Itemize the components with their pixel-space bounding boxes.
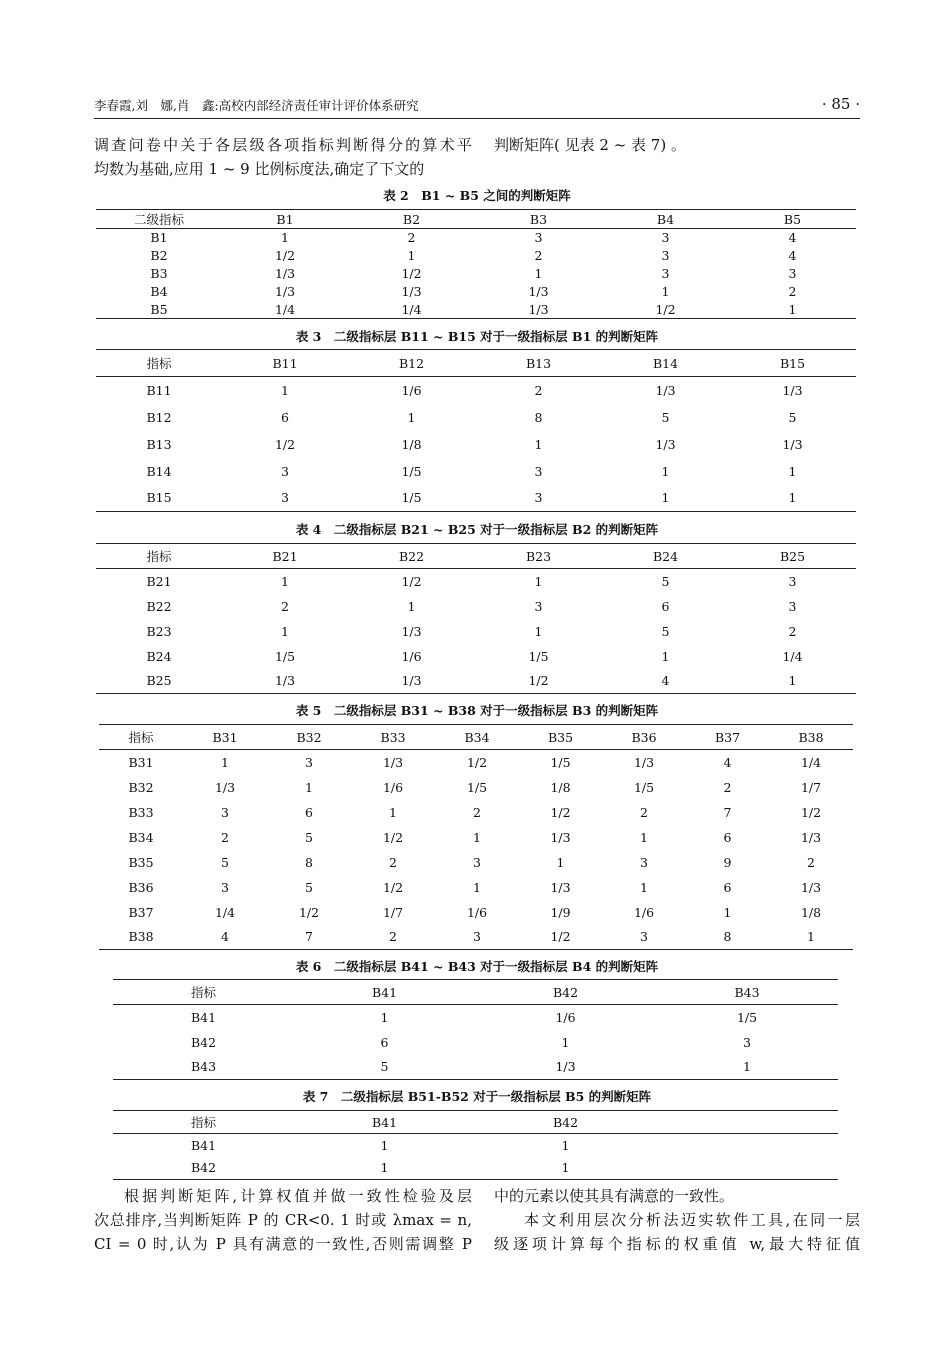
- column-header: 指标: [146, 356, 172, 371]
- table-cell: 1: [807, 929, 815, 945]
- table-header-row: [96, 350, 856, 377]
- table-cell: 1/2: [800, 804, 822, 820]
- table-cell: 3: [640, 929, 648, 945]
- table-cell: 3: [221, 879, 229, 895]
- table-cell: 1/2: [655, 301, 676, 317]
- column-header: B4: [656, 211, 675, 227]
- table-row: [99, 775, 853, 800]
- table-cell: 8: [723, 929, 732, 945]
- table-7: [113, 1110, 838, 1180]
- table-cell: 1: [661, 648, 670, 664]
- table-cell: 2: [723, 779, 732, 795]
- table-2-caption: 表 2 B1 ~ B5 之间的判断矩阵: [383, 188, 571, 203]
- table-cell: 1: [661, 284, 670, 299]
- table-cell: 1/6: [401, 648, 422, 664]
- table-row: [96, 569, 856, 594]
- table-cell: B5: [150, 301, 168, 317]
- table-cell: 1/7: [800, 779, 822, 795]
- table-cell: 1/9: [550, 904, 571, 920]
- table-cell: 1/2: [466, 754, 488, 770]
- table-cell: [656, 1134, 838, 1157]
- table-cell: 1/3: [528, 284, 549, 299]
- column-header: [656, 1111, 838, 1134]
- table-cell: 1: [561, 1160, 570, 1176]
- table-row: [96, 229, 856, 247]
- bottom-left-column: [94, 1184, 472, 1256]
- table-cell: 1/5: [550, 754, 571, 770]
- table-cell: 6: [661, 598, 670, 614]
- table-cell: 8: [305, 854, 313, 870]
- table-cell: 5: [305, 879, 313, 895]
- column-header: 指标: [190, 985, 216, 1000]
- table-row: [96, 301, 856, 319]
- table-cell: B13: [146, 436, 172, 452]
- table-cell: B37: [128, 904, 154, 920]
- table-cell: 4: [221, 929, 229, 945]
- table-cell: 1: [788, 301, 797, 317]
- table-row: [96, 377, 856, 404]
- table-cell: 1/3: [401, 673, 422, 689]
- table-cell: 2: [788, 284, 797, 299]
- header-rule: [94, 118, 860, 119]
- table-header-row: [99, 725, 853, 750]
- column-header: 指标: [146, 549, 172, 564]
- table-cell: B1: [150, 230, 168, 246]
- bottom-right-line: 中的元素以使其具有满意的一致性。: [494, 1187, 735, 1205]
- table-cell: 3: [788, 598, 797, 614]
- table-cell: 4: [661, 673, 670, 689]
- table-cell: 1/3: [800, 879, 822, 895]
- table-cell: 1/5: [528, 648, 549, 664]
- table-cell: B36: [128, 879, 154, 895]
- table-cell: B3: [150, 266, 168, 281]
- table-cell: 1/5: [401, 463, 422, 479]
- table-cell: 1: [473, 829, 481, 845]
- table-cell: B41: [190, 1009, 217, 1025]
- table-row: [99, 750, 853, 775]
- table-cell: 6: [380, 1034, 389, 1050]
- table-row: [96, 594, 856, 619]
- table-cell: 7: [305, 929, 313, 945]
- table-cell: 1: [788, 463, 797, 479]
- table-row: [96, 404, 856, 431]
- table-cell: 1/2: [382, 829, 404, 845]
- table-3-caption: 表 3 二级指标层 B11 ~ B15 对于一级指标层 B1 的判断矩阵: [295, 329, 659, 344]
- table-cell: 3: [743, 1034, 751, 1050]
- table-cell: 1: [473, 879, 481, 895]
- column-header: B42: [552, 984, 579, 1000]
- table-cell: B14: [146, 463, 172, 479]
- table-cell: 1: [281, 382, 289, 398]
- table-cell: 1: [534, 436, 543, 452]
- table-cell: 1/4: [782, 648, 803, 664]
- table-cell: B11: [146, 382, 172, 398]
- table-cell: 1: [221, 754, 229, 770]
- table-cell: 1/5: [401, 490, 422, 506]
- table-cell: 2: [221, 829, 229, 845]
- column-header: B2: [402, 211, 421, 227]
- table-cell: 1: [534, 573, 543, 589]
- table-cell: B15: [146, 490, 172, 506]
- table-cell: [656, 1157, 838, 1180]
- table-cell: 1/2: [550, 804, 571, 820]
- column-header: B34: [464, 729, 490, 745]
- table-row: [96, 644, 856, 669]
- column-header: 二级指标: [133, 212, 184, 227]
- table-cell: 3: [281, 490, 289, 506]
- column-header: B23: [525, 548, 552, 564]
- table-cell: 3: [640, 854, 648, 870]
- column-header: B32: [296, 729, 322, 745]
- table-6: [113, 979, 838, 1080]
- table-cell: 1: [281, 230, 289, 246]
- table-cell: 1: [380, 1160, 389, 1176]
- table-cell: 1/3: [274, 673, 296, 689]
- table-5-caption: 表 5 二级指标层 B31 ~ B38 对于一级指标层 B3 的判断矩阵: [295, 703, 659, 718]
- table-cell: B34: [128, 829, 154, 845]
- column-header: B11: [272, 355, 298, 371]
- table-cell: 1/2: [382, 879, 404, 895]
- bottom-left-line: CI = 0 时,认为 P 具有满意的一致性,否则需调整 P: [94, 1235, 472, 1253]
- table-cell: 1: [281, 623, 289, 639]
- table-cell: 1/8: [401, 436, 422, 452]
- table-row: [96, 247, 856, 265]
- table-cell: 1/8: [550, 779, 571, 795]
- table-cell: 1: [661, 490, 670, 506]
- table-cell: 1/3: [382, 754, 404, 770]
- table-cell: 3: [473, 929, 481, 945]
- column-header: B25: [779, 548, 806, 564]
- column-header: B13: [525, 355, 552, 371]
- table-cell: 1: [389, 804, 397, 820]
- table-cell: 1/2: [401, 266, 422, 281]
- table-cell: 1/2: [298, 904, 320, 920]
- column-header: B41: [371, 984, 398, 1000]
- table-cell: 2: [389, 929, 397, 945]
- table-7-caption: 表 7 二级指标层 B51-B52 对于一级指标层 B5 的判断矩阵: [302, 1089, 652, 1104]
- table-cell: 1/5: [633, 779, 655, 795]
- column-header: B3: [529, 211, 548, 227]
- table-row: [99, 925, 853, 950]
- table-cell: 1/7: [382, 904, 404, 920]
- table-cell: 5: [661, 623, 670, 639]
- table-row: [99, 900, 853, 925]
- table-cell: 5: [661, 409, 670, 425]
- table-cell: 3: [661, 266, 670, 281]
- intro-right-column: [494, 133, 860, 157]
- table-cell: B25: [146, 673, 172, 689]
- table-cell: 1: [640, 829, 648, 845]
- table-row: [96, 431, 856, 458]
- table-cell: 1/4: [401, 301, 422, 317]
- table-cell: 6: [305, 804, 313, 820]
- table-5: [99, 724, 853, 950]
- table-row: [113, 1157, 838, 1180]
- table-cell: 1/3: [274, 284, 296, 299]
- column-header: B37: [714, 729, 741, 745]
- table-cell: 1/3: [550, 829, 571, 845]
- table-4: [96, 543, 856, 694]
- table-cell: 1: [305, 779, 313, 795]
- table-cell: 1/3: [214, 779, 236, 795]
- table-cell: 1: [561, 1034, 570, 1050]
- table-cell: 1/3: [528, 301, 549, 317]
- column-header: B33: [380, 729, 406, 745]
- table-cell: 1/6: [401, 382, 422, 398]
- table-cell: 2: [534, 382, 543, 398]
- page-number: · 85 ·: [821, 95, 860, 113]
- table-cell: 1/2: [401, 573, 422, 589]
- table-row: [99, 800, 853, 825]
- table-cell: 1/3: [655, 382, 676, 398]
- intro-left-line: 调查问卷中关于各层级各项指标判断得分的算术平: [94, 136, 472, 154]
- column-header: B15: [779, 355, 806, 371]
- column-header: B22: [398, 548, 425, 564]
- table-cell: B38: [128, 929, 154, 945]
- column-header: B35: [547, 729, 574, 745]
- bottom-right-line: 级逐项计算每个指标的权重值 w,最大特征值: [494, 1235, 860, 1253]
- column-header: B36: [631, 729, 657, 745]
- table-cell: 3: [473, 854, 481, 870]
- column-header: B41: [371, 1114, 398, 1130]
- table-cell: 3: [788, 266, 797, 281]
- table-row: [113, 1055, 838, 1080]
- table-cell: 1/8: [800, 904, 822, 920]
- table-cell: 1: [788, 490, 797, 506]
- table-cell: 5: [661, 573, 670, 589]
- table-cell: 1/5: [736, 1009, 758, 1025]
- table-cell: 4: [723, 754, 732, 770]
- table-6-caption: 表 6 二级指标层 B41 ~ B43 对于一级指标层 B4 的判断矩阵: [295, 959, 659, 974]
- running-head: [94, 96, 860, 116]
- table-cell: 1/3: [800, 829, 822, 845]
- table-cell: 9: [723, 854, 732, 870]
- table-cell: 3: [221, 804, 229, 820]
- table-cell: 1: [723, 904, 732, 920]
- column-header: B21: [272, 548, 298, 564]
- table-cell: 2: [407, 230, 416, 246]
- table-cell: 3: [281, 463, 289, 479]
- table-cell: 1: [640, 879, 648, 895]
- table-cell: B35: [128, 854, 154, 870]
- table-cell: 1/3: [655, 436, 676, 452]
- table-row: [113, 1030, 838, 1055]
- table-cell: 1: [661, 463, 670, 479]
- table-cell: 1: [556, 854, 565, 870]
- column-header: B43: [734, 984, 760, 1000]
- table-cell: B12: [146, 409, 172, 425]
- table-cell: 1: [380, 1009, 389, 1025]
- table-cell: 1/3: [782, 382, 803, 398]
- table-row: [96, 458, 856, 485]
- table-cell: B23: [146, 623, 172, 639]
- table-cell: B42: [190, 1034, 217, 1050]
- table-cell: 1/6: [555, 1009, 576, 1025]
- table-cell: 1/6: [382, 779, 404, 795]
- table-row: [96, 485, 856, 512]
- table-cell: 1/2: [274, 248, 296, 263]
- table-cell: 3: [788, 573, 797, 589]
- table-cell: B21: [146, 573, 172, 589]
- intro-left-line: 均数为基础,应用 1 ~ 9 比例标度法,确定了下文的: [94, 160, 425, 178]
- table-header-row: [113, 980, 838, 1005]
- table-cell: 4: [788, 248, 797, 263]
- table-cell: 1/3: [401, 623, 422, 639]
- column-header: B31: [212, 729, 238, 745]
- table-cell: 3: [661, 248, 670, 263]
- table-cell: 1/3: [782, 436, 803, 452]
- column-header: B14: [652, 355, 679, 371]
- bottom-right-column: [494, 1184, 860, 1256]
- table-cell: 5: [788, 409, 797, 425]
- table-cell: 5: [380, 1059, 389, 1075]
- table-cell: 1/3: [550, 879, 571, 895]
- table-cell: 2: [807, 854, 815, 870]
- table-cell: 1: [788, 673, 797, 689]
- table-header-row: [96, 210, 856, 229]
- table-cell: 2: [534, 248, 543, 263]
- column-header: B1: [276, 211, 294, 227]
- table-cell: 1: [534, 266, 543, 281]
- table-cell: B22: [146, 598, 172, 614]
- table-cell: 1: [407, 409, 416, 425]
- table-header-row: [113, 1111, 838, 1134]
- table-cell: 1/5: [274, 648, 296, 664]
- table-cell: 1: [407, 598, 416, 614]
- table-cell: 1/2: [274, 436, 296, 452]
- table-cell: 8: [534, 409, 543, 425]
- table-cell: 1: [407, 248, 416, 263]
- table-cell: 1: [380, 1137, 389, 1153]
- table-cell: 1/2: [528, 673, 549, 689]
- table-cell: B41: [190, 1137, 217, 1153]
- table-4-caption: 表 4 二级指标层 B21 ~ B25 对于一级指标层 B2 的判断矩阵: [295, 522, 659, 537]
- table-cell: 5: [305, 829, 313, 845]
- table-cell: 6: [723, 879, 732, 895]
- table-cell: 1/5: [466, 779, 488, 795]
- table-cell: 3: [661, 230, 670, 246]
- table-cell: 1: [561, 1137, 570, 1153]
- table-header-row: [96, 544, 856, 569]
- column-header: B24: [652, 548, 679, 564]
- bottom-left-line: 次总排序,当判断矩阵 P 的 CR<0. 1 时或 λmax = n,: [94, 1211, 472, 1229]
- table-cell: 3: [534, 490, 543, 506]
- table-cell: 1/4: [800, 754, 822, 770]
- intro-left-column: [94, 133, 472, 181]
- table-cell: B32: [128, 779, 154, 795]
- table-cell: 1/2: [550, 929, 571, 945]
- table-cell: B24: [146, 648, 172, 664]
- table-cell: 6: [281, 409, 289, 425]
- table-row: [99, 825, 853, 850]
- table-cell: 3: [534, 463, 543, 479]
- table-cell: B42: [190, 1160, 217, 1176]
- table-cell: 1: [281, 573, 289, 589]
- table-cell: 1/6: [633, 904, 655, 920]
- table-cell: 1/3: [555, 1059, 576, 1075]
- table-cell: 1/3: [401, 284, 422, 299]
- table-cell: 4: [788, 230, 797, 246]
- table-cell: 5: [221, 854, 229, 870]
- table-cell: 1/4: [274, 301, 296, 317]
- table-cell: B33: [128, 804, 154, 820]
- table-cell: 2: [281, 598, 289, 614]
- table-2: [96, 209, 856, 319]
- table-row: [96, 669, 856, 694]
- table-cell: 2: [389, 854, 397, 870]
- table-cell: 3: [534, 230, 543, 246]
- table-cell: 2: [640, 804, 648, 820]
- table-cell: 3: [534, 598, 543, 614]
- table-cell: 1/4: [214, 904, 236, 920]
- table-cell: 3: [305, 754, 313, 770]
- table-cell: B43: [190, 1059, 217, 1075]
- table-cell: B31: [128, 754, 154, 770]
- table-cell: 1/3: [633, 754, 655, 770]
- table-cell: B2: [150, 248, 168, 263]
- table-cell: 1/3: [274, 266, 296, 281]
- table-row: [113, 1005, 838, 1030]
- column-header: B42: [552, 1114, 579, 1130]
- table-cell: 1/6: [466, 904, 488, 920]
- table-cell: 2: [788, 623, 797, 639]
- table-cell: 1: [743, 1059, 751, 1075]
- table-row: [99, 850, 853, 875]
- running-head-authors-title: 李春霞,刘 娜,肖 鑫:高校内部经济责任审计评价体系研究: [94, 98, 419, 113]
- column-header: 指标: [190, 1115, 216, 1130]
- column-header: B38: [798, 729, 824, 745]
- table-row: [96, 619, 856, 644]
- table-cell: 2: [473, 804, 481, 820]
- table-cell: 6: [723, 829, 732, 845]
- column-header: B5: [783, 211, 802, 227]
- intro-right-line: 判断矩阵( 见表 2 ~ 表 7) 。: [494, 136, 686, 154]
- bottom-right-line: 本文利用层次分析法迈实软件工具,在同一层: [524, 1211, 860, 1229]
- column-header: 指标: [128, 730, 154, 745]
- table-row: [113, 1134, 838, 1157]
- table-cell: 7: [723, 804, 732, 820]
- table-row: [96, 265, 856, 283]
- table-row: [99, 875, 853, 900]
- table-cell: 1: [534, 623, 543, 639]
- table-cell: B4: [150, 284, 168, 299]
- column-header: B12: [398, 355, 425, 371]
- table-3: [96, 349, 856, 512]
- bottom-left-line: 根据判断矩阵,计算权值并做一致性检验及层: [124, 1187, 472, 1205]
- table-row: [96, 283, 856, 301]
